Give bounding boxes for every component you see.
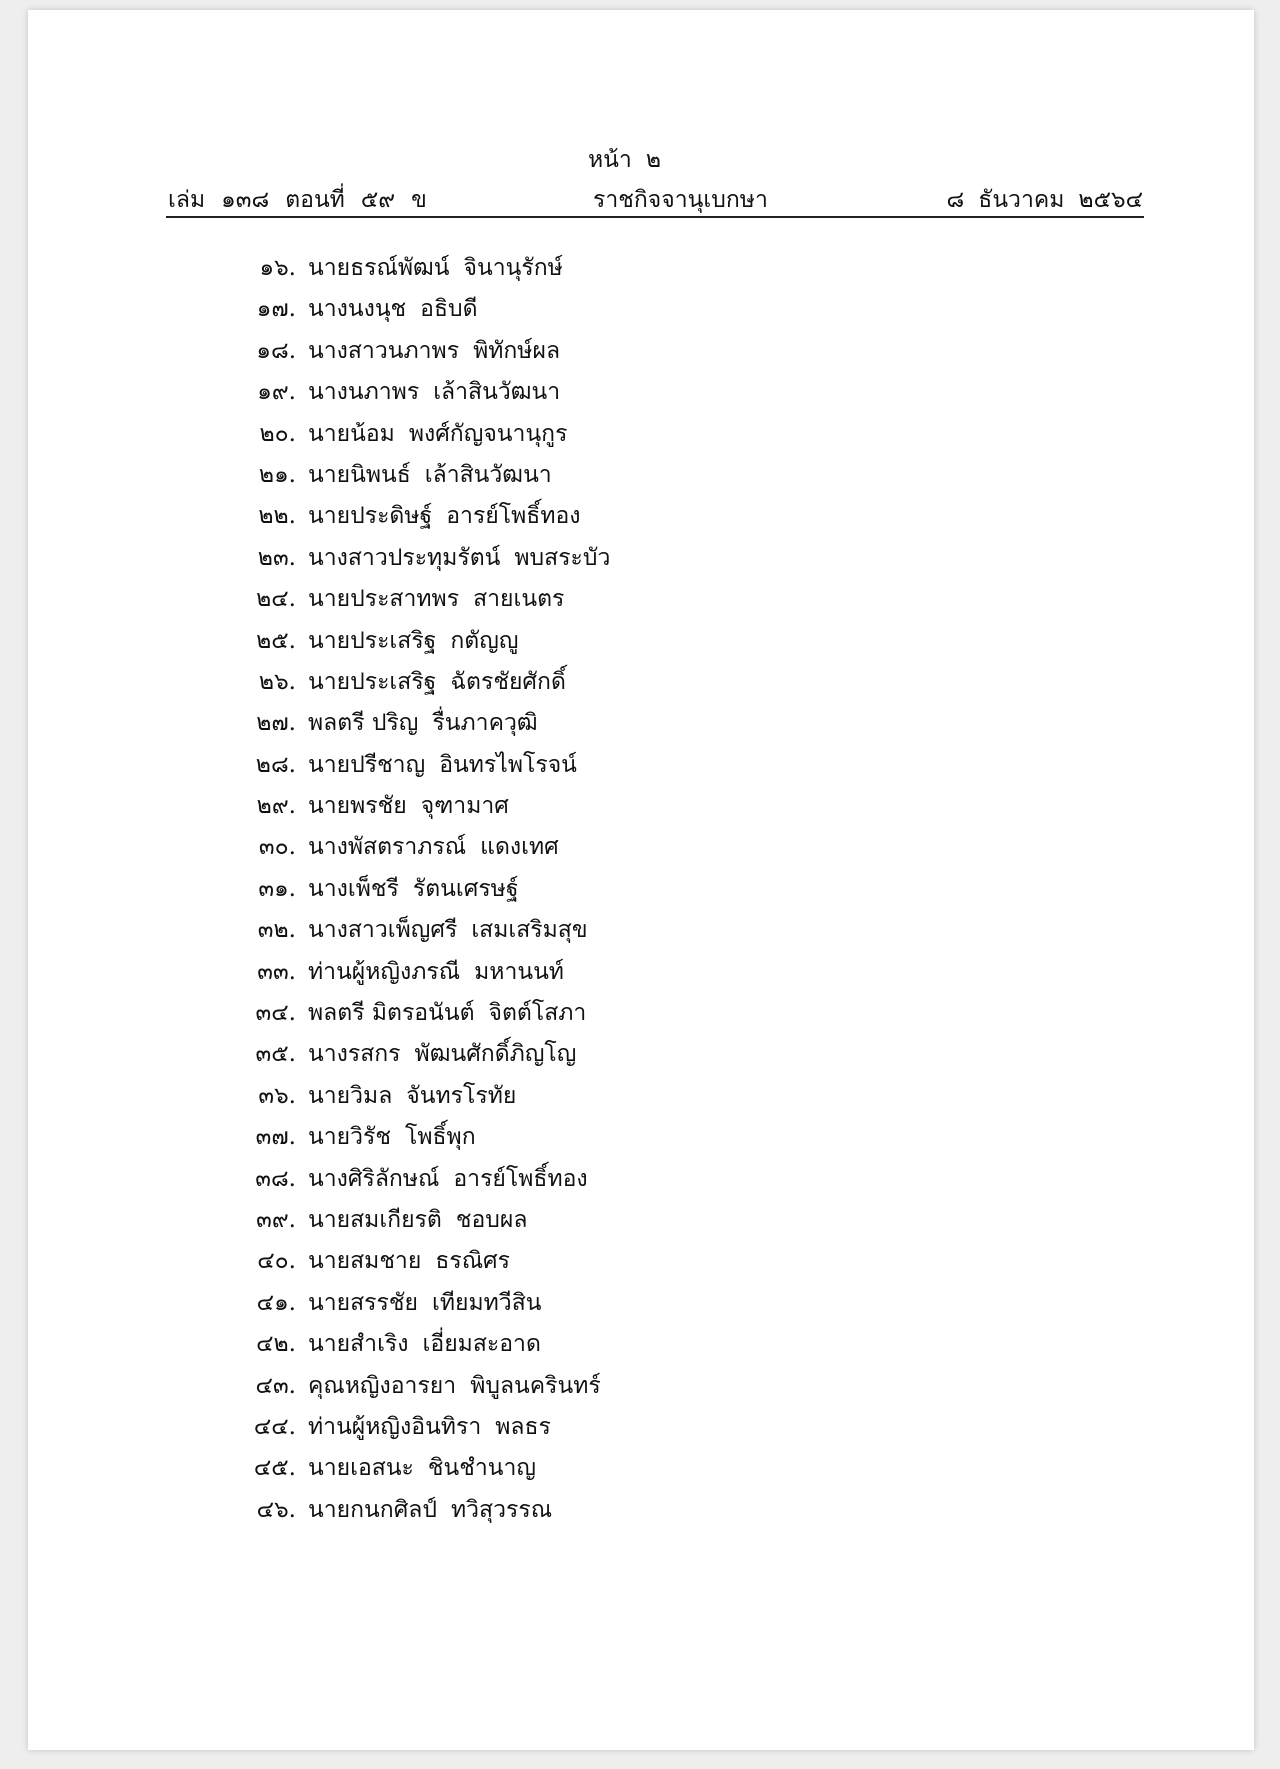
- list-item-number: ๒๗.: [256, 710, 296, 737]
- list-item: [238, 372, 610, 413]
- list-item-number: ๒๖.: [258, 668, 296, 695]
- list-item: [238, 1324, 610, 1365]
- list-item-surname: อินทรไพโรจน์: [439, 751, 577, 778]
- list-item: [238, 579, 610, 620]
- publication-date: [933, 182, 1143, 218]
- list-item-number: ๓๕.: [255, 1041, 296, 1068]
- page-number-value: ๒: [645, 147, 661, 173]
- list-item: [238, 827, 610, 868]
- list-item-given-name: นายปรีชาญ: [308, 751, 426, 778]
- list-item-given-name: นางสาวนภาพร: [308, 337, 460, 364]
- list-item: [238, 1490, 610, 1531]
- list-item-number: ๒๒.: [258, 503, 296, 530]
- list-item-given-name: นายเอสนะ: [308, 1455, 414, 1482]
- list-item: [238, 993, 610, 1034]
- list-item: [238, 621, 610, 662]
- list-item-number: ๒๐.: [259, 420, 296, 447]
- list-item: [238, 662, 610, 703]
- list-item-given-name: นายสมชาย: [308, 1248, 422, 1275]
- list-item-given-name: นายสรรชัย: [308, 1289, 418, 1316]
- list-item-number: ๓๓.: [257, 958, 296, 985]
- list-item-given-name: นายประดิษฐ์: [308, 503, 433, 530]
- list-item-given-name: ท่านผู้หญิงอินทิรา: [308, 1413, 482, 1440]
- list-item: [238, 1034, 610, 1075]
- list-item-number: ๒๑.: [258, 461, 296, 488]
- list-item-given-name: นางศิริลักษณ์: [308, 1165, 440, 1192]
- list-item-given-name: นายกนกศิลป์: [308, 1496, 437, 1523]
- list-item: [238, 1448, 610, 1489]
- header-divider: [166, 216, 1144, 218]
- list-item-surname: รัตนเศรษฐ์: [412, 875, 519, 902]
- list-item-surname: สายเนตร: [473, 586, 565, 613]
- list-item: [238, 496, 610, 537]
- list-item-number: ๒๘.: [255, 751, 296, 778]
- list-item-number: ๒๙.: [256, 793, 296, 820]
- list-item-surname: เล้าสินวัฒนา: [424, 461, 552, 488]
- publication-title: ราชกิจจานุเบกษา: [593, 187, 768, 213]
- date-day: ๘: [946, 187, 965, 213]
- list-item-given-name: นางพัสตราภรณ์: [308, 834, 467, 861]
- list-item-number: ๔๕.: [253, 1455, 296, 1482]
- list-item-number: ๑๙.: [257, 379, 296, 406]
- list-item: [238, 1117, 610, 1158]
- list-item-surname: พิบูลนครินทร์: [470, 1372, 601, 1399]
- list-item-given-name: พลตรี มิตรอนันต์: [308, 1000, 475, 1027]
- list-item-number: ๒๔.: [256, 586, 296, 613]
- list-item-number: ๔๑.: [256, 1289, 296, 1316]
- volume-number: ๑๓๘: [221, 187, 270, 213]
- list-item-number: ๒๕.: [256, 627, 296, 654]
- list-item-surname: ทวิสุวรรณ: [450, 1496, 553, 1523]
- list-item-surname: พงศ์กัญจนานุกูร: [408, 420, 568, 447]
- list-item: [238, 1076, 610, 1117]
- list-item-number: ๓๘.: [255, 1165, 296, 1192]
- list-item-surname: เสมเสริมสุข: [471, 917, 588, 944]
- list-item-surname: รื่นภาควุฒิ: [432, 710, 538, 737]
- list-item-surname: พลธร: [495, 1413, 551, 1440]
- list-item-given-name: นางนภาพร: [308, 379, 420, 406]
- list-item-surname: เล้าสินวัฒนา: [433, 379, 561, 406]
- volume-section-info: [168, 182, 443, 218]
- list-item: [238, 414, 610, 455]
- list-item-given-name: นายประสาทพร: [308, 586, 460, 613]
- list-item-given-name: นางสาวประทุมรัตน์: [308, 544, 501, 571]
- list-item-surname: โพธิ์พุก: [405, 1124, 476, 1151]
- list-item-number: ๓๖.: [258, 1082, 296, 1109]
- section-label: ตอนที่: [285, 187, 345, 213]
- list-item: [238, 869, 610, 910]
- list-item-surname: พัฒนศักดิ์ภิญโญ: [414, 1041, 577, 1068]
- list-item-given-name: นายสมเกียรติ: [308, 1206, 442, 1233]
- list-item-given-name: นายพรชัย: [308, 793, 407, 820]
- list-item: [238, 455, 610, 496]
- list-item-number: ๑๗.: [256, 296, 296, 323]
- list-item-surname: แดงเทศ: [480, 834, 559, 861]
- list-item-surname: จิตต์โสภา: [488, 1000, 587, 1027]
- list-item-given-name: นางรสกร: [308, 1041, 401, 1068]
- date-year: ๒๕๖๔: [1078, 187, 1143, 213]
- document-page: [28, 10, 1254, 1750]
- list-item-given-name: นางสาวเพ็ญศรี: [308, 917, 458, 944]
- list-item-given-name: นายวิรัช: [308, 1124, 391, 1151]
- list-item-number: ๔๒.: [256, 1331, 296, 1358]
- list-item-given-name: นายสำเริง: [308, 1331, 409, 1358]
- list-item-number: ๔๓.: [255, 1372, 296, 1399]
- list-item-surname: ชินชำนาญ: [427, 1455, 536, 1482]
- list-item-given-name: นายน้อม: [308, 420, 395, 447]
- list-item-given-name: คุณหญิงอารยา: [308, 1372, 457, 1399]
- list-item: [238, 248, 610, 289]
- list-item: [238, 1200, 610, 1241]
- list-item: [238, 538, 610, 579]
- list-item-number: ๓๐.: [258, 834, 296, 861]
- list-item-number: ๓๔.: [255, 1000, 296, 1027]
- list-item: [238, 1241, 610, 1282]
- list-item: [238, 1283, 610, 1324]
- list-item-surname: พบสระบัว: [514, 544, 611, 571]
- list-item-surname: พิทักษ์ผล: [473, 337, 561, 364]
- list-item-given-name: นางนงนุช: [308, 296, 407, 323]
- list-item-surname: จุฑามาศ: [420, 793, 509, 820]
- list-item-surname: เอี่ยมสะอาด: [422, 1331, 541, 1358]
- list-item-given-name: นายประเสริฐ: [308, 627, 437, 654]
- list-item-given-name: นายธรณ์พัฒน์: [308, 255, 450, 281]
- list-item-given-name: นายประเสริฐ: [308, 668, 437, 695]
- list-item-surname: กตัญญู: [450, 627, 519, 654]
- list-item-number: ๓๑.: [258, 875, 296, 902]
- name-list: [238, 248, 610, 1531]
- list-item: [238, 1159, 610, 1200]
- list-item-given-name: นายนิพนธ์: [308, 461, 411, 488]
- list-item-number: ๓๙.: [256, 1206, 296, 1233]
- list-item-given-name: นายวิมล: [308, 1082, 393, 1109]
- list-item-surname: เทียมทวีสิน: [431, 1289, 542, 1316]
- list-item-number: ๔๔.: [253, 1413, 296, 1440]
- gazette-header: [168, 182, 1143, 216]
- list-item-given-name: นางเพ็ชรี: [308, 875, 399, 902]
- list-item-number: ๓๗.: [255, 1124, 296, 1151]
- list-item: [238, 703, 610, 744]
- list-item-surname: ฉัตรชัยศักดิ์: [450, 668, 566, 695]
- list-item-surname: อารย์โพธิ์ทอง: [446, 503, 581, 530]
- list-item: [238, 745, 610, 786]
- list-item-number: ๑๖.: [259, 255, 296, 281]
- list-item-given-name: พลตรี ปริญ: [308, 710, 419, 737]
- section-number: ๕๙: [360, 187, 396, 213]
- list-item-surname: มหานนท์: [474, 958, 564, 985]
- section-suffix: ข: [411, 187, 427, 213]
- list-item-surname: ธรณิศร: [435, 1248, 511, 1275]
- list-item-surname: อธิบดี: [420, 296, 478, 323]
- list-item: [238, 786, 610, 827]
- list-item-surname: ชอบผล: [455, 1206, 528, 1233]
- list-item: [238, 1407, 610, 1448]
- volume-label: เล่ม: [168, 187, 206, 213]
- list-item-surname: อารย์โพธิ์ทอง: [453, 1165, 588, 1192]
- list-item-surname: จันทรโรทัย: [406, 1082, 517, 1109]
- page-number: [588, 142, 768, 178]
- list-item-given-name: ท่านผู้หญิงภรณี: [308, 958, 461, 985]
- list-item: [238, 1366, 610, 1407]
- page-label: หน้า: [588, 147, 632, 173]
- list-item: [238, 952, 610, 993]
- list-item-surname: จินานุรักษ์: [463, 255, 563, 281]
- list-item: [238, 910, 610, 951]
- date-month: ธันวาคม: [978, 187, 1065, 213]
- list-item: [238, 289, 610, 330]
- list-item-number: ๒๓.: [257, 544, 296, 571]
- list-item-number: ๔๖.: [256, 1496, 296, 1523]
- list-item-number: ๓๒.: [257, 917, 296, 944]
- list-item: [238, 331, 610, 372]
- list-item-number: ๔๐.: [257, 1248, 296, 1275]
- list-item-number: ๑๘.: [256, 337, 296, 364]
